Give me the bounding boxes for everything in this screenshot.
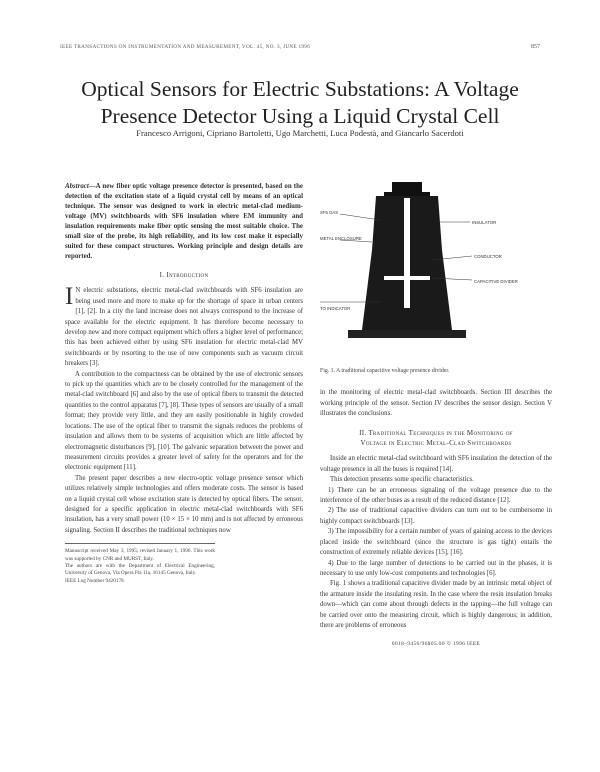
- footnote-affiliation: The authors are with the Department of Electrical Engineering, University of Genova, Via Opera Pia 11a, 16145 Genova, Italy.: [65, 562, 215, 577]
- paper-title: [40, 76, 560, 130]
- abstract-label: Abstract—: [65, 183, 96, 190]
- running-head: IEEE TRANSACTIONS ON INSTRUMENTATION AND MEASUREMENT, VOL. 45, NO. 3, JUNE 1996: [60, 44, 311, 50]
- figure-1: [320, 180, 552, 358]
- left-column: [65, 182, 303, 585]
- author-list: Francesco Arrigoni, Cipriano Bartoletti, Ugo Marchetti, Luca Podestà, and Giancarlo Sacerdoti: [136, 128, 464, 138]
- section2-paragraph-1: Inside an electric metal-clad switchboard with SF6 insulation the detection of the voltage presence in all the buses is required [14].: [320, 455, 552, 473]
- page-number: 857: [531, 44, 540, 50]
- ieee-copyright-code: 0018–9456/96$05.00 © 1996 IEEE: [391, 641, 481, 648]
- section2-paragraph-2: This detection presents some specific characteristics.: [330, 476, 474, 484]
- list-item-3: 3) The impossibility for a certain number of years of gaining access to the devices placed inside the switchboard (since the structure is gas tight) entails the construction of extremely reliable devices [15], [16].: [320, 528, 552, 557]
- fig-label-conductor: CONDUCTOR: [474, 254, 502, 259]
- fig-label-sf6: SF6 GAS: [320, 210, 339, 215]
- leader-line-sf6: [340, 214, 380, 220]
- intro-paragraph-3: The present paper describes a new electro-optic voltage presence sensor which utilizes relatively simple technologies and offers moderate costs. The sensor is based on a liquid crystal cell whose excitation state is detected by optical fibers. The sensor, designed for a specific application in electric metal-clad switchboards with SF6 insulation, has a very small power (10 × 15 × 10 mm) and is not affected by erroneous signaling. Section II describes the traditional techniques now: [65, 474, 303, 534]
- list-item-4: 4) Due to the large number of detections to be carried out in the phases, it is necessary to use only low-cost components and technologies [6].: [320, 559, 552, 577]
- list-item-2: 2) The use of traditional capacitive dividers can turn out to be cumbersome in highly compact switchboards [13].: [320, 507, 552, 525]
- top-flange: [384, 192, 430, 196]
- fig-label-enclosure: METAL ENCLOSURE: [320, 236, 362, 241]
- abstract-text: A new fiber optic voltage presence detector is presented, based on the detection of the excitation state of a liquid crystal cell by means of an optical technique. The sensor was designed to work in electric metal-clad medium-voltage (MV) switchboards with SF6 insulation where EM immunity and insulation requirements make fiber optic sensing the most suitable choice. The small size of the probe, its high reliability, and its low cost make it especially suited for these compact structures. Working principle and design details are reported.: [65, 183, 303, 260]
- footnote-pii: IEEE Log Number 9420178.: [65, 577, 125, 584]
- fig-label-divider: CAPACITIVE DIVIDER: [474, 279, 518, 284]
- section2-paragraph-3: Fig. 1 shows a traditional capacitive divider made by an intrinsic metal object of the armature inside the insulating resin. In the case where the resin insulation breaks down—which can come about through defects in the tapping—the full voltage can be carried over onto the measuring circuit, which is highly dangerous; in addition, there are problems of erroneous: [320, 580, 552, 629]
- section-heading-traditional: [320, 428, 552, 449]
- footnote-manuscript: Manuscript received May 3, 1995; revised January 1, 1996. This work was supported by CNR and MURST, Italy.: [65, 548, 215, 562]
- footnote: [65, 543, 215, 585]
- intro-paragraph-2: A contribution to the compactness can be obtained by the use of electronic sensors to pick up the quantities which are to be closely controlled for the management of the metal-clad switchboard [6] and also by the use of optical fibers to transmit the detected quantities to the control apparatus [7], [8]. These types of sensors are usually of a small format; they provide very little, and they are easily positionable in highly crowded locations. The use of the optical fiber to transmit the signals reduces the problems of insulation and allows them to be systems of acquisition which are little affected by electromagnetic disturbances [9], [10]. The galvanic separation between the power and measurement circuits provides a greater level of safety for the operators and for the electronic equipment [11].: [65, 370, 303, 472]
- figure-caption: Fig. 1. A traditional capacitive voltage presence divider.: [320, 368, 450, 374]
- section-heading-introduction: I. Introduction: [159, 271, 209, 279]
- right-column: [320, 180, 552, 650]
- fig-label-indicator: TO INDICATOR: [320, 306, 351, 311]
- intro-p1-text: N electric substations, electric metal-clad switchboards with SF6 insulation are being used more and more to make up for the shortage of space in urban centers [1], [2]. In a city the land increase does not always correspond to the increase of space available for the electric equipment. It has therefore become necessary to develop new and more compact equipment which offers a higher level of performance; this has been achieved either by using SF6 insulation for electric metal-clad MV switchboards or by resorting to the use of new components such as vacuum circuit breakers [3].: [65, 287, 303, 368]
- abstract: [65, 182, 303, 262]
- drop-cap: I: [65, 283, 74, 311]
- list-item-1: 1) There can be an erroneous signaling of the voltage presence due to the interference of the other buses as a result of the reduced distance [12].: [320, 486, 552, 505]
- base-flange: [348, 330, 466, 338]
- top-terminal: [392, 182, 422, 192]
- inner-conductor: [404, 198, 410, 308]
- title-line-2: Presence Detector Using a Liquid Crystal Cell: [100, 104, 500, 128]
- section2-heading-line-2: Voltage in Electric Metal-Clad Switchboards: [360, 439, 512, 448]
- intro-continuation: in the monitoring of electric metal-clad switchboards. Section III describes the working principle of the sensor. Section IV describes the sensor design. Section V illustrates the conclusions.: [320, 389, 552, 418]
- capacitive-divider-diagram: [320, 180, 552, 358]
- section2-heading-line-1: II. Traditional Techniques in the Monitoring of: [359, 428, 513, 437]
- fig-label-insulator: INSULATOR: [472, 220, 497, 225]
- armature-ring: [384, 276, 430, 280]
- title-line-1: Optical Sensors for Electric Substations: A Voltage: [81, 77, 519, 101]
- intro-paragraph-1: [65, 283, 303, 369]
